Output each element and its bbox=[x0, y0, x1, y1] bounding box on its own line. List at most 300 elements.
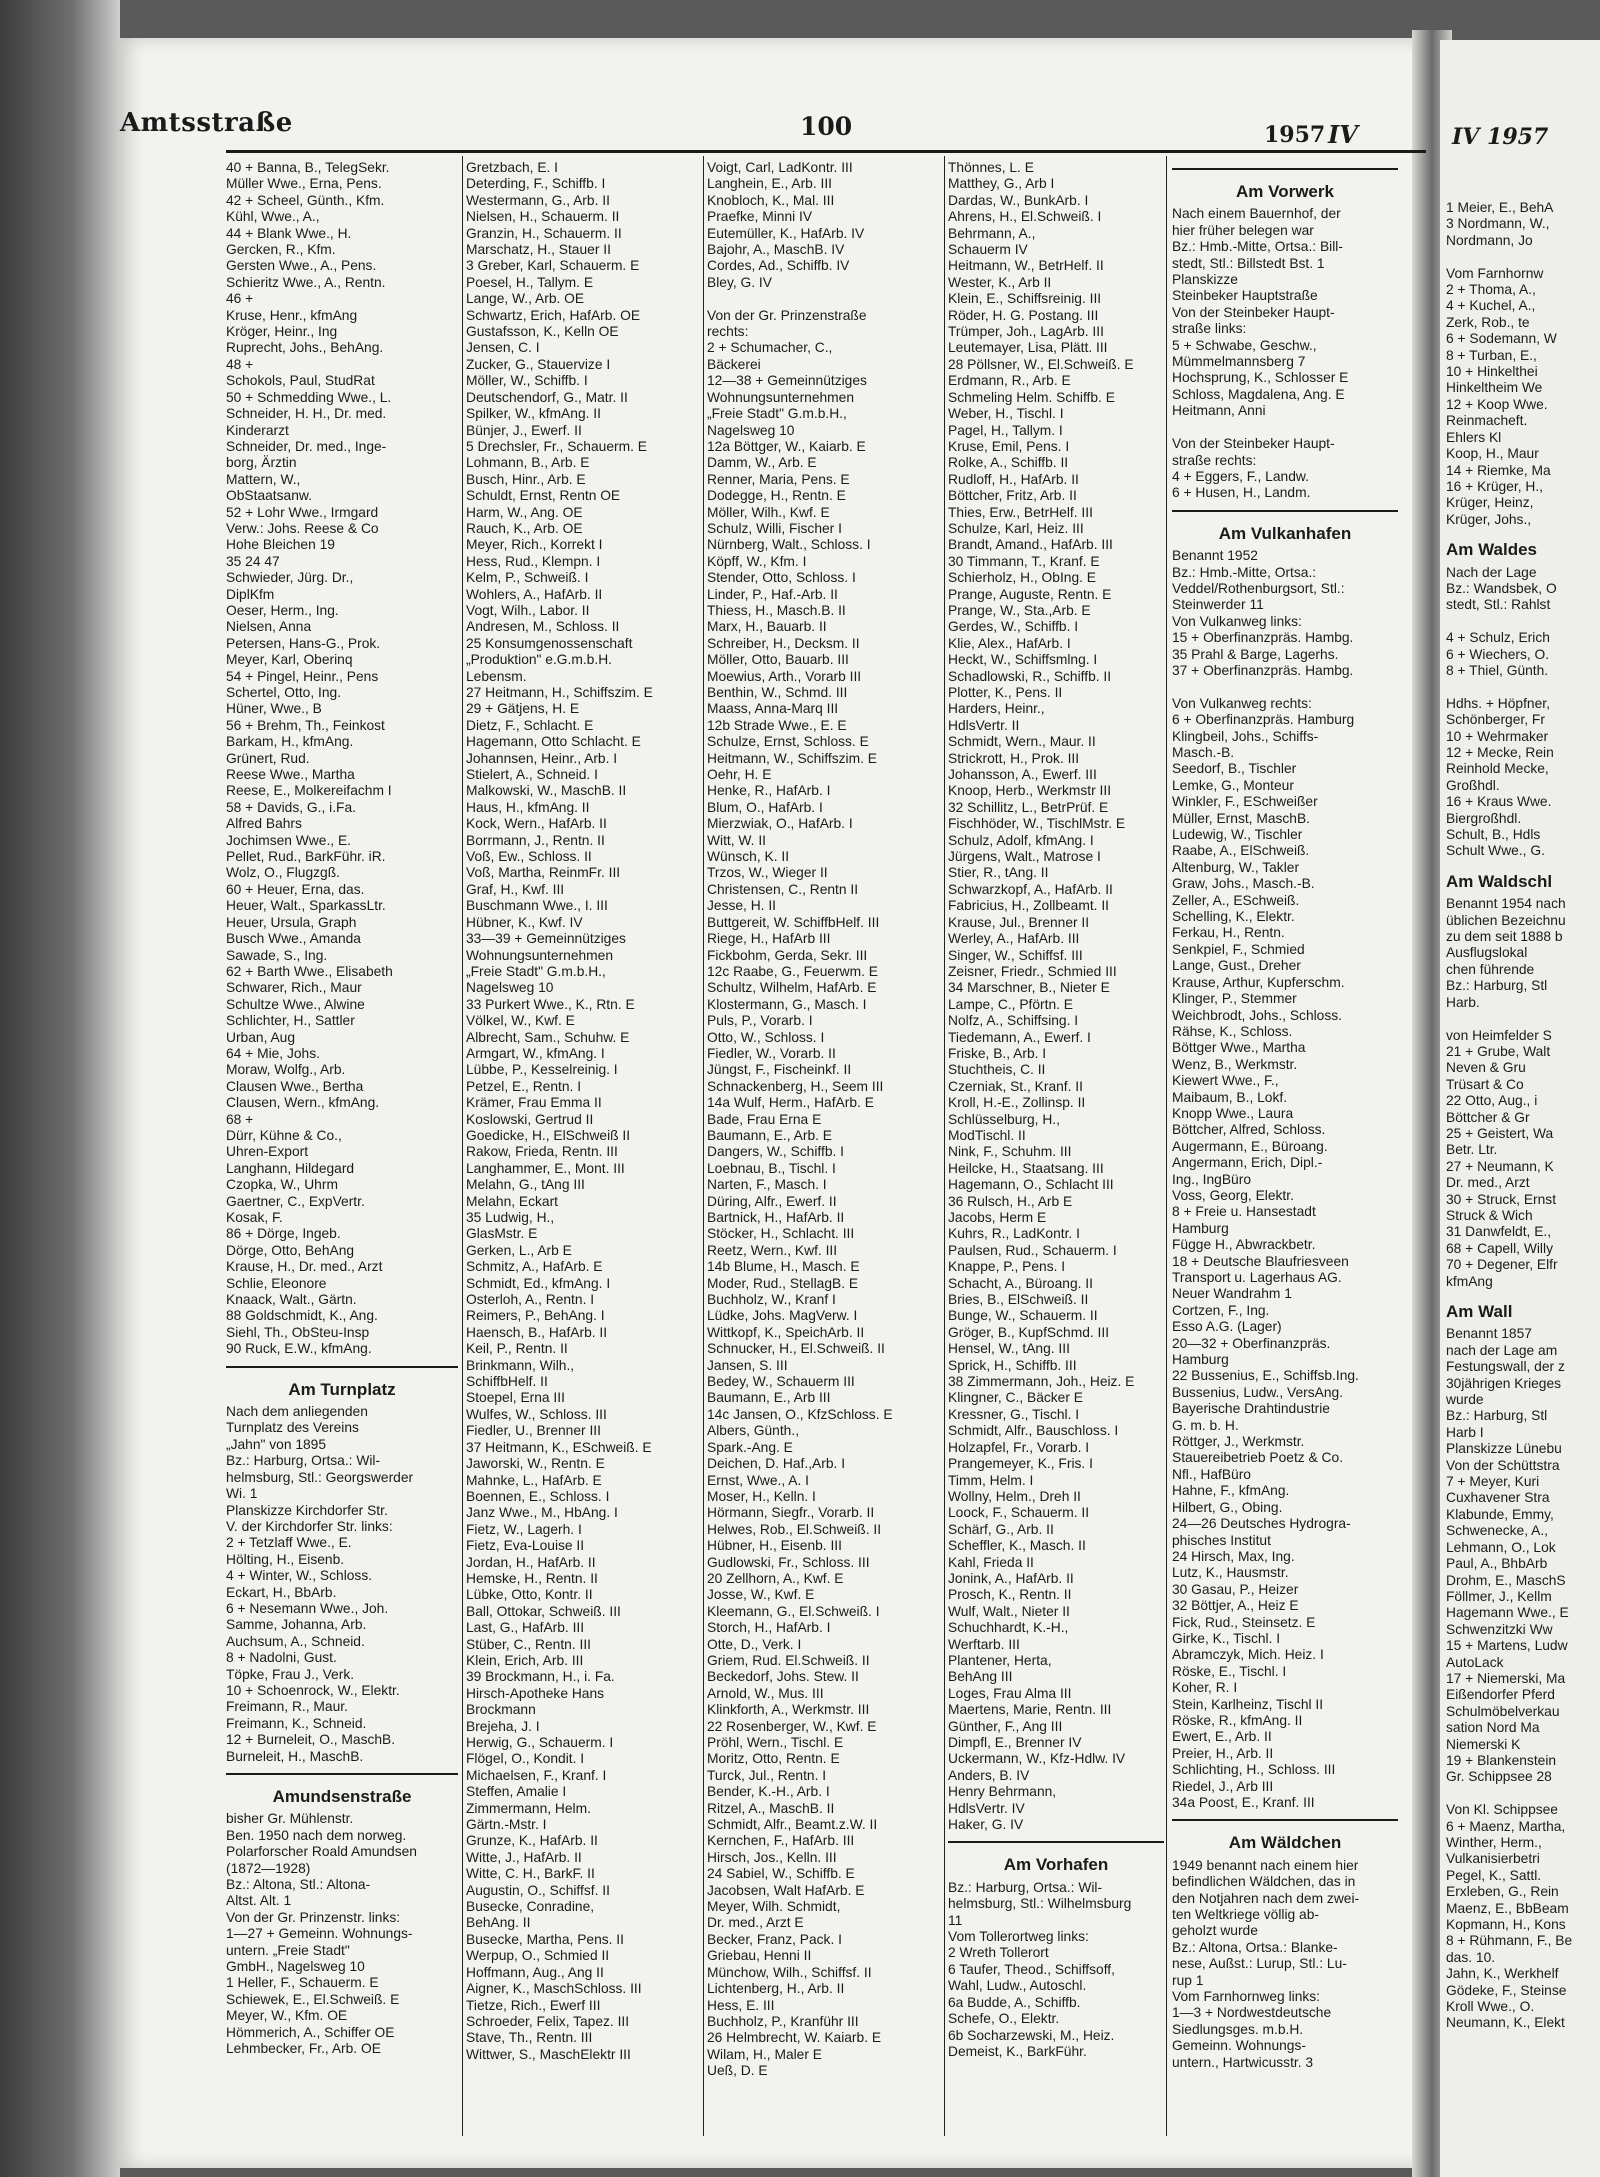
directory-entry: Zerk, Rob., te bbox=[1446, 314, 1530, 330]
directory-entry: Pegel, K., Sattl. bbox=[1446, 1867, 1542, 1883]
directory-column-3 bbox=[707, 160, 939, 2160]
directory-entry: Wittwer, S., MaschElektr III bbox=[466, 2046, 631, 2062]
directory-entry: Ahrens, H., El.Schweiß. I bbox=[948, 209, 1102, 225]
directory-entry: Gretzbach, E. I bbox=[466, 160, 559, 175]
directory-entry: Schwartz, Erich, HafArb. OE bbox=[466, 307, 641, 323]
directory-entry: Moser, H., Kelln. I bbox=[707, 1488, 816, 1504]
directory-entry: Von der Gr. Prinzenstr. links: bbox=[226, 1909, 401, 1925]
directory-entry: Festungswall, der z bbox=[1446, 1359, 1565, 1375]
directory-entry: SchiffbHelf. II bbox=[466, 1374, 548, 1390]
directory-entry: Stave, Th., Rentn. III bbox=[466, 2030, 593, 2046]
directory-entry: 90 Ruck, E.W., kfmAng. bbox=[226, 1341, 372, 1357]
directory-entry: Westermann, G., Arb. II bbox=[466, 192, 610, 208]
directory-entry: Kosak, F. bbox=[226, 1210, 283, 1225]
directory-entry: Rähse, K., Schloss. bbox=[1172, 1023, 1293, 1039]
directory-entry: 16 + Kraus Wwe. bbox=[1446, 794, 1552, 810]
directory-entry: Hirsch, Jos., Kelln. III bbox=[707, 1849, 837, 1865]
directory-entry: Schacht, A., Büroang. II bbox=[948, 1275, 1093, 1291]
directory-entry: Schmeling Helm. Schiffb. E bbox=[948, 389, 1115, 405]
directory-entry: Bz.: Hmb.-Mitte, Ortsa.: bbox=[1172, 564, 1317, 580]
directory-entry: Böttcher, Alfred, Schloss. bbox=[1172, 1122, 1326, 1138]
directory-entry: 12 + Mecke, Rein bbox=[1446, 745, 1554, 760]
directory-entry: Schulze, Karl, Heiz. III bbox=[948, 520, 1084, 536]
directory-entry: Rauch, K., Arb. OE bbox=[466, 520, 583, 536]
directory-entry: Schwarzkopf, A., HafArb. II bbox=[948, 881, 1113, 897]
directory-entry: 30 Timmann, T., Kranf. E bbox=[948, 553, 1100, 569]
directory-entry: Dodegge, H., Rentn. E bbox=[707, 488, 846, 504]
directory-entry: Stuchtheis, C. II bbox=[948, 1062, 1046, 1078]
directory-entry: Fiedler, U., Brenner III bbox=[466, 1423, 601, 1439]
directory-entry: Aigner, K., MaschSchloss. III bbox=[466, 1981, 642, 1997]
directory-entry: Schlie, Eleonore bbox=[226, 1275, 327, 1291]
directory-entry bbox=[1446, 614, 1598, 630]
directory-entry: Hdhs. + Höpfner, bbox=[1446, 695, 1550, 711]
directory-entry: 12a Böttger, W., Kaiarb. E bbox=[707, 438, 866, 454]
directory-entry: Czerniak, St., Kranf. II bbox=[948, 1078, 1083, 1094]
directory-entry: Schuchhardt, K.-H., bbox=[948, 1620, 1069, 1636]
directory-entry: Bz.: Altona, Stl.: Altona- bbox=[226, 1877, 371, 1893]
directory-entry: Busecke, Conradine, bbox=[466, 1899, 595, 1915]
directory-entry: „Jahn" von 1895 bbox=[226, 1436, 327, 1452]
directory-entry: Turck, Jul., Rentn. I bbox=[707, 1767, 827, 1783]
directory-entry: Samme, Johanna, Arb. bbox=[226, 1617, 367, 1633]
directory-entry: Jahn, K., Werkhelf bbox=[1446, 1966, 1559, 1982]
directory-entry: „Produktion" e.G.m.b.H. bbox=[466, 652, 612, 668]
directory-entry: Langhein, E., Arb. III bbox=[707, 176, 833, 192]
directory-entry: Poesel, H., Tallym. E bbox=[466, 274, 594, 290]
directory-entry: 4 + Kuchel, A., bbox=[1446, 298, 1536, 314]
directory-entry: Brandt, Amand., HafArb. III bbox=[948, 537, 1113, 553]
directory-entry: Schmitz, A., HafArb. E bbox=[466, 1259, 603, 1275]
directory-entry: Düring, Alfr., Ewerf. II bbox=[707, 1193, 837, 1209]
directory-entry: 22 Otto, Aug., i bbox=[1446, 1093, 1538, 1109]
directory-entry: Lange, Gust., Dreher bbox=[1172, 958, 1301, 974]
directory-entry: Hochsprung, K., Schlosser E bbox=[1172, 370, 1349, 386]
directory-entry: Hensel, W., tAng. III bbox=[948, 1341, 1070, 1357]
directory-entry: Witte, C. H., BarkF. II bbox=[466, 1866, 595, 1882]
directory-entry: Hübner, H., Eisenb. III bbox=[707, 1538, 842, 1554]
directory-entry: Koher, R. I bbox=[1172, 1680, 1238, 1696]
directory-entry: Weber, H., Tischl. I bbox=[948, 406, 1064, 422]
directory-entry: Klinkforth, A., Werkmstr. III bbox=[707, 1702, 870, 1718]
section-rule bbox=[1172, 168, 1398, 170]
directory-entry: Planskizze bbox=[1172, 272, 1238, 288]
directory-entry: Freimann, R., Maur. bbox=[226, 1699, 348, 1715]
directory-entry: Von der Schüttstra bbox=[1446, 1457, 1560, 1473]
directory-entry: 28 Pöllsner, W., El.Schweiß. E bbox=[948, 356, 1134, 372]
directory-entry: Busecke, Martha, Pens. II bbox=[466, 1931, 624, 1947]
directory-entry: 4 + Winter, W., Schloss. bbox=[226, 1568, 373, 1584]
directory-entry: Schulze, Ernst, Schloss. E bbox=[707, 734, 869, 750]
directory-entry: 2 Wreth Tollerort bbox=[948, 1945, 1049, 1961]
directory-entry: Mahnke, L., HafArb. E bbox=[466, 1472, 602, 1488]
directory-entry: Dimpfl, E., Brenner IV bbox=[948, 1735, 1082, 1750]
directory-entry: Schnackenberg, H., Seem III bbox=[707, 1078, 884, 1094]
directory-entry: Krüger, Heinz, bbox=[1446, 495, 1534, 511]
directory-entry: Spilker, W., kfmAng. II bbox=[466, 406, 601, 422]
directory-entry: Kroll Wwe., O. bbox=[1446, 1999, 1535, 2015]
directory-entry: Bayerische Drahtindustrie bbox=[1172, 1401, 1330, 1417]
directory-entry: Bunge, W., Schauerm. II bbox=[948, 1308, 1098, 1324]
directory-entry: Michaelsen, F., Kranf. I bbox=[466, 1767, 607, 1783]
directory-entry: Schnucker, H., El.Schweiß. II bbox=[707, 1341, 885, 1357]
directory-entry: Lübke, Otto, Kontr. II bbox=[466, 1587, 593, 1603]
directory-entry: Reinhold Mecke, bbox=[1446, 761, 1549, 777]
directory-entry: Siedlungsges. m.b.H. bbox=[1172, 2021, 1304, 2037]
directory-entry: straße links: bbox=[1172, 321, 1247, 337]
directory-entry: Stauereibetrieb Poetz & Co. bbox=[1172, 1450, 1344, 1466]
directory-entry: Neven & Gru bbox=[1446, 1060, 1526, 1076]
directory-entry: rechts: bbox=[707, 324, 749, 340]
directory-entry: Augustin, O., Schiffsf. II bbox=[466, 1882, 610, 1898]
directory-entry: Schlüsselburg, H., bbox=[948, 1111, 1060, 1127]
directory-entry: Planskizze Lünebu bbox=[1446, 1441, 1562, 1457]
directory-entry: 6 + Sodemann, W bbox=[1446, 331, 1557, 347]
directory-entry: 7 + Meyer, Kuri bbox=[1446, 1474, 1540, 1490]
directory-entry: DiplKfm bbox=[226, 586, 275, 602]
directory-entry: Hess, Rud., Klempn. I bbox=[466, 553, 601, 569]
directory-entry: Großhdl. bbox=[1446, 777, 1500, 793]
directory-entry: Schmidt, Alfr., Beamt.z.W. II bbox=[707, 1817, 878, 1833]
directory-entry: Meyer, Wilh. Schmidt, bbox=[707, 1899, 841, 1915]
directory-entry: Vogt, Wilh., Labor. II bbox=[466, 602, 590, 618]
directory-entry: hier früher belegen war bbox=[1172, 222, 1314, 238]
street-heading: Am Waldschl bbox=[1446, 871, 1553, 891]
directory-entry: Gersten Wwe., A., Pens. bbox=[226, 258, 377, 274]
directory-entry: Buschmann Wwe., I. III bbox=[466, 898, 608, 914]
directory-entry: Marx, H., Bauarb. II bbox=[707, 619, 827, 635]
directory-entry: 21 + Grube, Walt bbox=[1446, 1043, 1551, 1059]
directory-entry: Fiedler, W., Vorarb. II bbox=[707, 1045, 836, 1061]
directory-entry: 70 + Degener, Elfr bbox=[1446, 1257, 1558, 1273]
directory-entry bbox=[1446, 1786, 1598, 1802]
directory-entry: Schulz, Willi, Fischer I bbox=[707, 520, 842, 536]
directory-entry: Völkel, W., Kwf. E bbox=[466, 1013, 575, 1029]
directory-entry: 33 Purkert Wwe., K., Rtn. E bbox=[466, 996, 635, 1012]
directory-entry: Wulf, Walt., Nieter II bbox=[948, 1603, 1070, 1619]
directory-entry: Gr. Schippsee 28 bbox=[1446, 1769, 1552, 1785]
directory-entry: Schwarer, Rich., Maur bbox=[226, 980, 362, 996]
directory-entry: Winkler, F., ESchweißer bbox=[1172, 794, 1318, 810]
book-edge-shadow bbox=[0, 0, 120, 2177]
directory-entry: Altst. Alt. 1 bbox=[226, 1893, 292, 1909]
directory-entry: Langhammer, E., Mont. III bbox=[466, 1160, 625, 1176]
directory-entry: Arnold, W., Mus. III bbox=[707, 1685, 824, 1701]
directory-entry: Nolfz, A., Schiffsing. I bbox=[948, 1013, 1079, 1029]
right-running-head: IV 1957 bbox=[1452, 124, 1549, 150]
directory-entry: Clausen, Wern., kfmAng. bbox=[226, 1095, 380, 1111]
directory-entry: Reese Wwe., Martha bbox=[226, 767, 355, 783]
directory-entry: stedt, Stl.: Rahlst bbox=[1446, 597, 1551, 613]
directory-entry: Gaertner, C., ExpVertr. bbox=[226, 1193, 365, 1209]
directory-entry: Ritzel, A., MaschB. II bbox=[707, 1800, 835, 1816]
directory-entry: 33—39 + Gemeinnütziges bbox=[466, 931, 626, 947]
directory-entry: Gudlowski, Fr., Schloss. III bbox=[707, 1554, 870, 1570]
directory-entry: wurde bbox=[1446, 1392, 1484, 1408]
directory-entry: Riege, H., HafArb III bbox=[707, 931, 831, 947]
directory-entry: 8 + Nadolni, Gust. bbox=[226, 1650, 337, 1666]
directory-entry: Ing., IngBüro bbox=[1172, 1171, 1252, 1187]
directory-entry bbox=[1172, 420, 1398, 436]
directory-entry: Vom Farnhornweg links: bbox=[1172, 1989, 1320, 2005]
directory-entry: Moritz, Otto, Rentn. E bbox=[707, 1751, 840, 1767]
directory-entry: Renner, Maria, Pens. E bbox=[707, 471, 850, 487]
directory-entry: 24 Sabiel, W., Schiffb. E bbox=[707, 1866, 855, 1882]
directory-entry: Trüsart & Co bbox=[1446, 1076, 1524, 1092]
directory-entry: Gemeinn. Wohnungs- bbox=[1172, 2038, 1306, 2054]
directory-entry: Schefe, O., Elektr. bbox=[948, 2011, 1060, 2027]
directory-entry: AutoLack bbox=[1446, 1654, 1504, 1670]
directory-entry: Bz.: Harburg, Stl bbox=[1446, 978, 1548, 994]
directory-entry: Zeller, A., ESchweiß. bbox=[1172, 892, 1300, 908]
directory-entry: von Heimfelder S bbox=[1446, 1027, 1552, 1043]
directory-entry: Maenz, E., BbBeam bbox=[1446, 1900, 1569, 1916]
street-heading: Am Vorwerk bbox=[1236, 182, 1334, 201]
directory-entry: Barkam, H., kfmAng. bbox=[226, 734, 354, 750]
directory-entry: Dangers, W., Schiffb. I bbox=[707, 1144, 845, 1160]
directory-entry: Von Kl. Schippsee bbox=[1446, 1802, 1558, 1818]
directory-entry: Hagemann, O., Schlacht III bbox=[948, 1177, 1114, 1193]
directory-entry: Veddel/Rothenburgsort, Stl.: bbox=[1172, 580, 1345, 596]
directory-entry: GlasMstr. E bbox=[466, 1226, 538, 1242]
directory-entry: Augermann, E., Büroang. bbox=[1172, 1138, 1328, 1154]
directory-entry: Stielert, A., Schneid. I bbox=[466, 767, 598, 783]
directory-entry: 88 Goldschmidt, K., Ang. bbox=[226, 1308, 378, 1324]
directory-entry: Haensch, B., HafArb. II bbox=[466, 1324, 608, 1340]
directory-entry: Heitmann, W., BetrHelf. II bbox=[948, 258, 1104, 274]
directory-entry: 26 Helmbrecht, W. Kaiarb. E bbox=[707, 2030, 882, 2046]
directory-entry: Granzin, H., Schauerm. II bbox=[466, 225, 622, 241]
directory-entry: Klein, Erich, Arb. III bbox=[466, 1652, 584, 1668]
directory-entry: Timm, Helm. I bbox=[948, 1472, 1034, 1488]
directory-entry bbox=[707, 291, 939, 307]
directory-entry: Jüngst, F., Fischeinkf. II bbox=[707, 1062, 852, 1078]
directory-entry: Möller, Wilh., Kwf. E bbox=[707, 504, 830, 520]
directory-entry: Seedorf, B., Tischler bbox=[1172, 761, 1297, 777]
section-rule bbox=[226, 1366, 458, 1368]
directory-entry: Reetz, Wern., Kwf. III bbox=[707, 1242, 838, 1258]
directory-entry: Krämer, Frau Emma II bbox=[466, 1095, 602, 1111]
directory-entry: helmsburg, Stl.: Georgswerder bbox=[226, 1469, 414, 1485]
directory-entry: Struck & Wich bbox=[1446, 1207, 1533, 1223]
directory-entry: Jonink, A., HafArb. II bbox=[948, 1570, 1074, 1586]
directory-entry: Lange, W., Arb. OE bbox=[466, 291, 585, 307]
directory-entry: Bade, Frau Erna E bbox=[707, 1111, 822, 1127]
directory-entry: Hölting, H., Eisenb. bbox=[226, 1551, 345, 1567]
directory-entry: 3 Greber, Karl, Schauerm. E bbox=[466, 258, 640, 274]
directory-entry: Hohe Bleichen 19 bbox=[226, 537, 335, 553]
directory-entry: Gustafsson, K., Kelln OE bbox=[466, 324, 619, 340]
directory-entry: Kruse, Emil, Pens. I bbox=[948, 438, 1070, 454]
directory-entry: das. 10. bbox=[1446, 1949, 1496, 1965]
page-number: 100 bbox=[800, 112, 853, 141]
directory-entry: Josse, W., Kwf. E bbox=[707, 1587, 815, 1603]
street-heading: Am Turnplatz bbox=[288, 1379, 396, 1399]
directory-entry: Burneleit, H., MaschB. bbox=[226, 1748, 364, 1764]
directory-entry: Janz Wwe., M., HbAng. I bbox=[466, 1505, 618, 1521]
directory-entry: Esso A.G. (Lager) bbox=[1172, 1319, 1282, 1335]
directory-entry: 8 + Turban, E., bbox=[1446, 347, 1537, 363]
directory-entry: Stüber, C., Rentn. III bbox=[466, 1636, 592, 1652]
directory-entry: Clausen Wwe., Bertha bbox=[226, 1078, 364, 1094]
directory-entry: Flögel, O., Kondit. I bbox=[466, 1751, 585, 1767]
directory-entry: Girke, K., Tischl. I bbox=[1172, 1630, 1281, 1646]
directory-entry: Sprick, H., Schiffb. III bbox=[948, 1357, 1077, 1373]
directory-entry: Tiedemann, A., Ewerf. I bbox=[948, 1029, 1091, 1045]
directory-entry: Föllmer, J., Kellm bbox=[1446, 1588, 1552, 1604]
directory-entry: Bley, G. IV bbox=[707, 274, 772, 290]
section-rule bbox=[226, 1773, 458, 1775]
directory-entry: Herwig, G., Schauerm. I bbox=[466, 1735, 614, 1750]
directory-entry: Griebau, Henni II bbox=[707, 1948, 812, 1964]
directory-entry: Jürgens, Walt., Matrose I bbox=[948, 849, 1101, 865]
directory-entry: Tietze, Rich., Ewerf III bbox=[466, 1997, 601, 2013]
directory-entry: Andresen, M., Schloss. II bbox=[466, 619, 620, 635]
directory-entry: 50 + Schmedding Wwe., L. bbox=[226, 389, 392, 405]
directory-entry: Urban, Aug bbox=[226, 1029, 296, 1045]
directory-entry: Deutschendorf, G., Matr. II bbox=[466, 389, 628, 405]
directory-entry: Töpke, Frau J., Verk. bbox=[226, 1666, 355, 1682]
directory-entry: 58 + Davids, G., i.Fa. bbox=[226, 799, 356, 815]
directory-entry: Mierzwiak, O., HafArb. I bbox=[707, 816, 853, 832]
directory-entry: Preier, H., Arb. II bbox=[1172, 1745, 1274, 1761]
directory-entry: Wohlers, A., HafArb. II bbox=[466, 586, 603, 602]
directory-entry: Plotter, K., Pens. II bbox=[948, 685, 1063, 700]
directory-entry: HdlsVertr. IV bbox=[948, 1800, 1025, 1816]
directory-entry: 30 + Struck, Ernst bbox=[1446, 1191, 1557, 1207]
directory-entry: 30jährigen Krieges bbox=[1446, 1375, 1562, 1391]
directory-entry: Bz.: Harburg, Ortsa.: Wil- bbox=[226, 1453, 381, 1469]
directory-entry: Brinkmann, Wilh., bbox=[466, 1357, 575, 1373]
directory-entry: 1949 benannt nach einem hier bbox=[1172, 1857, 1359, 1873]
directory-entry: Albrecht, Sam., Schuhw. E bbox=[466, 1029, 630, 1045]
directory-entry: Thiess, H., Masch.B. II bbox=[707, 602, 846, 618]
directory-entry: 12 + Burneleit, O., MaschB. bbox=[226, 1732, 396, 1748]
directory-entry: 15 + Oberfinanzpräs. Hambg. bbox=[1172, 630, 1354, 646]
directory-entry bbox=[1446, 249, 1598, 265]
directory-entry: Jacobs, Herm E bbox=[948, 1210, 1047, 1225]
directory-entry: 20—32 + Oberfinanzpräs. bbox=[1172, 1335, 1331, 1351]
directory-entry: 6b Socharzewski, M., Heiz. bbox=[948, 2027, 1115, 2043]
directory-entry: Lüdke, Johs. MagVerw. I bbox=[707, 1308, 858, 1324]
directory-entry: Cortzen, F., Ing. bbox=[1172, 1302, 1270, 1318]
directory-entry: Moewius, Arth., Vorarb III bbox=[707, 668, 862, 684]
directory-entry: 29 + Gätjens, H. E bbox=[466, 701, 580, 717]
directory-entry: Anders, B. IV bbox=[948, 1767, 1030, 1783]
directory-entry: Kinderarzt bbox=[226, 422, 289, 438]
directory-entry: Wittkopf, K., SpeichArb. II bbox=[707, 1324, 865, 1340]
directory-entry: Klinger, P., Stemmer bbox=[1172, 991, 1297, 1007]
directory-entry: Ball, Ottokar, Schweiß. III bbox=[466, 1603, 621, 1619]
directory-entry: Witte, J., HafArb. II bbox=[466, 1849, 582, 1865]
directory-entry: 46 + bbox=[226, 291, 254, 307]
directory-entry: befindlichen Wäldchen, das in bbox=[1172, 1874, 1356, 1890]
directory-entry: Müller Wwe., Erna, Pens. bbox=[226, 176, 382, 192]
directory-entry: Schlichting, H., Schloss. III bbox=[1172, 1762, 1336, 1778]
directory-entry: 12b Strade Wwe., E. E bbox=[707, 717, 847, 733]
directory-entry: Hirsch-Apotheke Hans bbox=[466, 1685, 605, 1701]
directory-entry: Werftarb. III bbox=[948, 1636, 1020, 1652]
directory-entry: Jacobsen, Walt HafArb. E bbox=[707, 1882, 865, 1898]
directory-entry: Müller, Ernst, MaschB. bbox=[1172, 810, 1311, 826]
directory-entry: Weichbrodt, Johs., Schloss. bbox=[1172, 1007, 1342, 1023]
directory-entry: Bz.: Hmb.-Mitte, Ortsa.: Bill- bbox=[1172, 239, 1343, 255]
directory-entry: 4 + Schulz, Erich bbox=[1446, 630, 1550, 646]
directory-entry: 6 + Husen, H., Landm. bbox=[1172, 485, 1311, 501]
directory-entry: 40 + Banna, B., TelegSekr. bbox=[226, 160, 390, 175]
directory-entry: Von Vulkanweg links: bbox=[1172, 613, 1302, 629]
directory-entry: Masch.-B. bbox=[1172, 745, 1235, 760]
directory-entry: Kuhrs, R., LadKontr. I bbox=[948, 1226, 1080, 1242]
directory-entry: Fickbohm, Gerda, Sekr. III bbox=[707, 947, 868, 963]
directory-entry: Dietz, F., Schlacht. E bbox=[466, 717, 594, 733]
directory-entry: Von der Gr. Prinzenstraße bbox=[707, 307, 867, 323]
directory-entry: Schmidt, Alfr., Bauschloss. I bbox=[948, 1423, 1119, 1439]
directory-entry: Hagemann Wwe., E bbox=[1446, 1605, 1569, 1621]
directory-entry: Klie, Alex., HafArb. I bbox=[948, 635, 1071, 651]
directory-entry: Kernchen, F., HafArb. III bbox=[707, 1833, 855, 1849]
directory-entry: 10 + Wehrmaker bbox=[1446, 728, 1549, 744]
directory-entry: Lübbe, P., Kesselreinig. I bbox=[466, 1062, 618, 1078]
directory-entry: Freimann, K., Schneid. bbox=[226, 1715, 367, 1731]
directory-entry: Hagemann, Otto Schlacht. E bbox=[466, 734, 641, 750]
directory-entry: Graf, H., Kwf. III bbox=[466, 881, 565, 897]
directory-entry: Schultz, Wilhelm, HafArb. E bbox=[707, 980, 877, 996]
directory-entry: Schlichter, H., Sattler bbox=[226, 1013, 355, 1029]
directory-entry: 60 + Heuer, Erna, das. bbox=[226, 881, 365, 897]
directory-entry: Schmidt, Wern., Maur. II bbox=[948, 734, 1096, 750]
directory-entry: 11 bbox=[948, 1912, 963, 1928]
directory-entry: 6 + Nesemann Wwe., Joh. bbox=[226, 1600, 389, 1616]
directory-entry: Zimmermann, Helm. bbox=[466, 1800, 591, 1816]
directory-entry: Planskizze Kirchdorfer Str. bbox=[226, 1502, 388, 1518]
directory-entry: Harders, Heinr., bbox=[948, 701, 1045, 717]
directory-entry: 22 Rosenberger, W., Kwf. E bbox=[707, 1718, 877, 1734]
directory-entry: 14c Jansen, O., KfzSchloss. E bbox=[707, 1406, 893, 1422]
directory-entry: Krause, H., Dr. med., Arzt bbox=[226, 1259, 383, 1275]
directory-entry: Kruse, Henr., kfmAng bbox=[226, 307, 358, 323]
directory-entry: Heuer, Walt., SparkassLtr. bbox=[226, 898, 386, 914]
directory-entry: Hilbert, G., Obing. bbox=[1172, 1499, 1283, 1515]
directory-entry: Senkpiel, F., Schmied bbox=[1172, 941, 1305, 957]
directory-entry: Narten, F., Masch. I bbox=[707, 1177, 827, 1193]
directory-entry: Heitmann, Anni bbox=[1172, 403, 1266, 419]
directory-entry: Zucker, G., Stauervize I bbox=[466, 356, 611, 372]
directory-entry: 38 Zimmermann, Joh., Heiz. E bbox=[948, 1374, 1135, 1390]
directory-entry: Schertel, Otto, Ing. bbox=[226, 685, 342, 700]
directory-entry: Betr. Ltr. bbox=[1446, 1142, 1498, 1158]
directory-entry: Ewert, E., Arb. II bbox=[1172, 1729, 1272, 1745]
directory-entry: 6 + Wiechers, O. bbox=[1446, 646, 1550, 662]
directory-entry: 36 Rulsch, H., Arb E bbox=[948, 1193, 1073, 1209]
directory-entry: Niemerski K bbox=[1446, 1736, 1521, 1752]
directory-entry: Hömmerich, A., Schiffer OE bbox=[226, 2024, 395, 2040]
directory-entry: Singer, W., Schiffsf. III bbox=[948, 947, 1083, 963]
directory-entry: Schiewek, E., El.Schweiß. E bbox=[226, 1991, 400, 2007]
directory-entry: Schuldt, Ernst, Rentn OE bbox=[466, 488, 621, 504]
directory-entry: Behrmann, A., bbox=[948, 225, 1036, 241]
directory-entry: Spark.-Ang. E bbox=[707, 1439, 793, 1455]
directory-entry: Nach dem anliegenden bbox=[226, 1404, 368, 1420]
directory-entry: Wahl, Ludw., Autoschl. bbox=[948, 1978, 1087, 1994]
directory-entry: Angermann, Erich, Dipl.- bbox=[1172, 1155, 1323, 1171]
directory-entry: Steffen, Amalie I bbox=[466, 1784, 567, 1800]
directory-entry: 25 + Geistert, Wa bbox=[1446, 1125, 1554, 1141]
directory-entry: Keil, P., Rentn. II bbox=[466, 1341, 568, 1357]
column-divider bbox=[1166, 156, 1167, 2136]
directory-entry: Benthin, W., Schmd. III bbox=[707, 685, 848, 700]
directory-entry: Harb I bbox=[1446, 1424, 1484, 1440]
